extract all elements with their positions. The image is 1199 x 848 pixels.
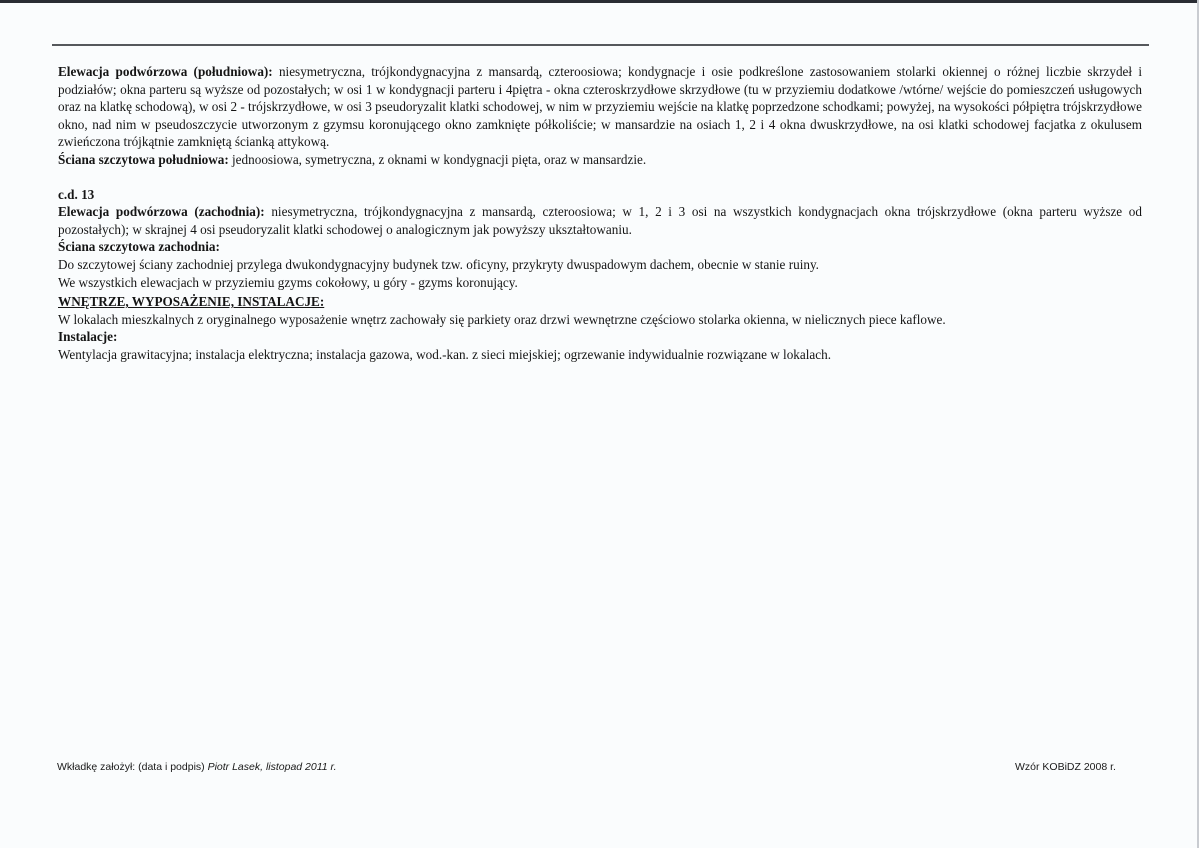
header-rule bbox=[52, 44, 1149, 46]
south-elevation-text: niesymetryczna, trójkondygnacyjna z mansardą, czteroosiowa; kondygnacje i osie podkreślone zastosowaniem stolarki okiennej o różnej liczbie skrzydeł i podziałów; okna parteru są wyższe od pozostałych; w osi 1 w kondygnacji parteru i 4piętra - okna czteroskrzydłowe skrzydłowe (tu w przyziemiu dodatkowe /wtórne/ wejście do pomieszczeń usługowych oraz na klatkę schodową), w osi 2 - trójskrzydłowe, w osi 3 pseudoryzalit klatki schodowej, w nim w przyziemiu wejście na klatkę poprzedzone schodkami; powyżej, na wysokości półpiętra trójskrzydłowe okno, nad nim w pseudoszczycie utworzonym z gzymsu koronującego okno zamknięte półkoliście; w mansardzie na osiach 1, 2 i 4 okna dwuskrzydłowe, na osi klatki schodowej facjatka z okulusem zwieńczona trójkątnie zamkniętą ścianką attykową. bbox=[58, 64, 1143, 150]
all-elevations-text: We wszystkich elewacjach w przyziemiu gzyms cokołowy, u góry - gzyms koronujący. bbox=[58, 274, 518, 290]
south-elevation-paragraph bbox=[58, 63, 1142, 151]
west-gable-text: Do szczytowej ściany zachodniej przylega dwukondygnacyjny budynek tzw. oficyny, przykryty dwuspadowym dachem, obecnie w stanie ruiny. bbox=[58, 256, 819, 272]
footer-template: Wzór KOBiDZ 2008 r. bbox=[1015, 761, 1116, 773]
interior-heading: WNĘTRZE, WYPOSAŻENIE, INSTALACJE: bbox=[58, 294, 325, 310]
west-gable-heading: Ściana szczytowa zachodnia: bbox=[58, 239, 220, 255]
installations-heading: Instalacje: bbox=[58, 329, 118, 345]
installations-text: Wentylacja grawitacyjna; instalacja elektryczna; instalacja gazowa, wod.-kan. z sieci miejskiej; ogrzewanie indywidualnie rozwiązane w lokalach. bbox=[58, 346, 832, 362]
footer-author-signature: Piotr Lasek, listopad 2011 r. bbox=[207, 761, 337, 773]
south-gable-text: jednoosiowa, symetryczna, z oknami w kondygnacji pięta, oraz w mansardzie. bbox=[228, 151, 647, 167]
document-body bbox=[58, 63, 1142, 364]
west-elevation-heading: Elewacja podwórzowa (zachodnia): bbox=[58, 204, 265, 220]
south-gable-paragraph bbox=[58, 151, 1142, 169]
south-gable-heading: Ściana szczytowa południowa: bbox=[58, 151, 229, 167]
continuation-label: c.d. 13 bbox=[58, 186, 95, 202]
footer-author-label: Wkładkę założył: (data i podpis) bbox=[57, 761, 208, 773]
footer-author bbox=[57, 761, 337, 773]
south-elevation-heading: Elewacja podwórzowa (południowa): bbox=[58, 64, 273, 79]
spacer bbox=[58, 169, 1142, 186]
interior-text: W lokalach mieszkalnych z oryginalnego wyposażenie wnętrz zachowały się parkiety oraz drzwi wewnętrzne częściowo stolarka okienna, w nielicznych piece kaflowe. bbox=[58, 311, 946, 327]
west-elevation-paragraph bbox=[58, 203, 1142, 238]
west-elevation-text: niesymetryczna, trójkondygnacyjna z mansardą, czteroosiowa; w 1, 2 i 3 osi na wszystkich kondygnacjach okna trójskrzydłowe (okna parteru wyższe od pozostałych); w skrajnej 4 osi pseudoryzalit klatki schodowej o analogicznym jak powyższy ukształtowaniu. bbox=[58, 204, 1142, 237]
scan-top-border bbox=[0, 0, 1199, 3]
